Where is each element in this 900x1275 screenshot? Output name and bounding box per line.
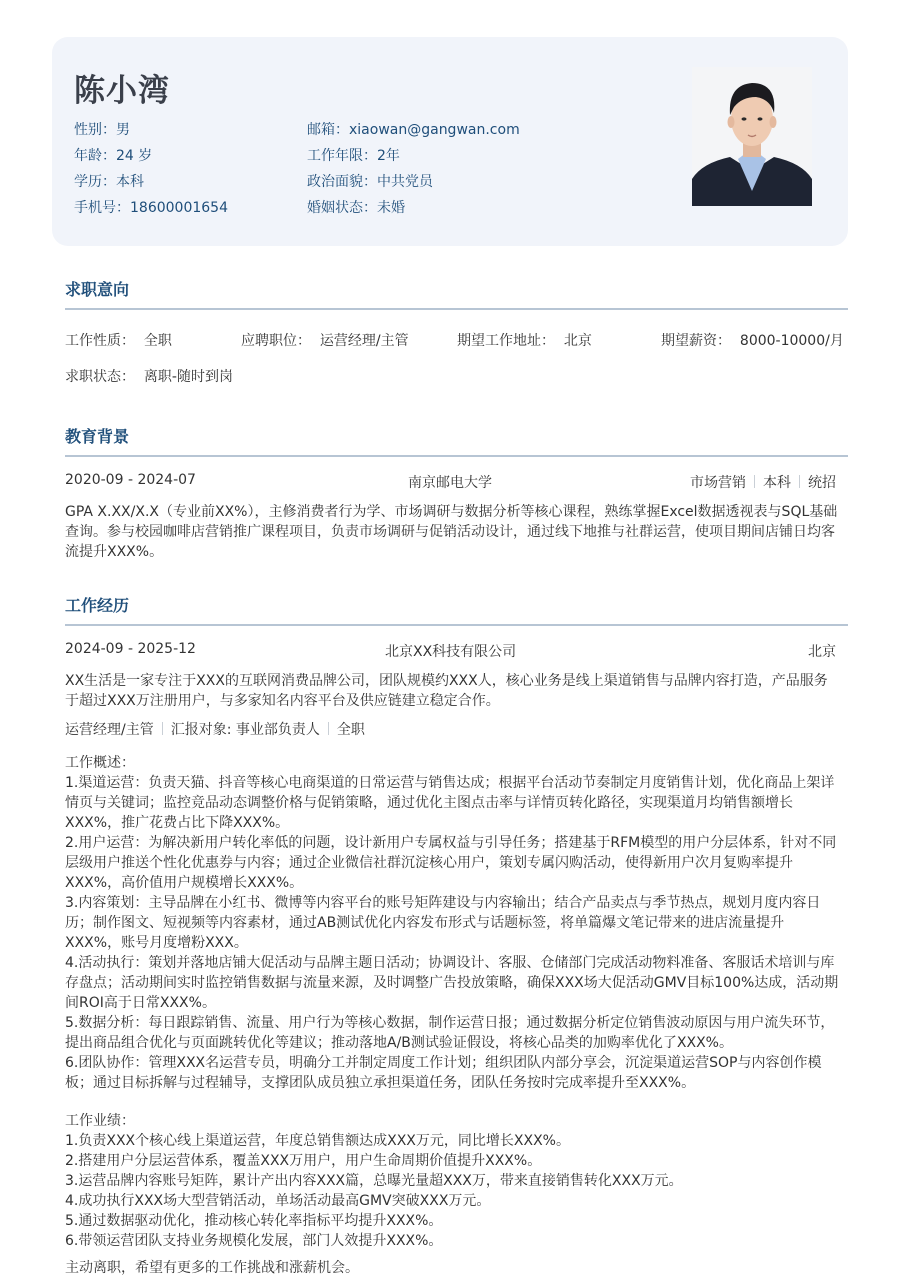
education-enroll-type: 统招 [808, 475, 836, 491]
profile-card [52, 37, 848, 246]
intent-position: 应聘职位： 运营经理/主管 [241, 333, 409, 349]
education-meta [690, 472, 836, 492]
info-political-status: 政治面貌：中共党员 [307, 174, 433, 190]
info-email: 邮箱：xiaowan@gangwan.com [307, 122, 520, 138]
work-report-to: 汇报对象: 事业部负责人 [170, 722, 320, 738]
work-company-intro: XX生活是一家专注于XXX的互联网消费品牌公司，团队规模约XXX人，核心业务是线上渠道销售与品牌内容打造，产品服务 于超过XXX万注册用户，与多家知名内容平台及供应链建立稳定合作。 [65, 673, 828, 709]
divider [754, 475, 755, 488]
intent-status: 求职状态： 离职-随时到岗 [65, 369, 233, 385]
divider [799, 475, 800, 488]
section-divider [65, 624, 848, 626]
work-period: 2024-09 - 2025-12 [65, 641, 196, 657]
section-divider [65, 455, 848, 457]
profile-photo [692, 67, 812, 206]
divider [162, 722, 163, 735]
work-city: 北京 [808, 644, 836, 660]
work-job-type: 全职 [336, 722, 365, 738]
section-title-education: 教育背景 [65, 427, 130, 446]
work-role-meta [65, 719, 365, 739]
candidate-name: 陈小湾 [74, 73, 170, 109]
education-degree: 本科 [763, 475, 791, 491]
education-major: 市场营销 [690, 475, 746, 491]
section-title-intent: 求职意向 [65, 280, 130, 299]
intent-salary: 期望薪资： 8000-10000/月 [661, 333, 844, 349]
divider [328, 722, 329, 735]
profile-info-left [74, 117, 228, 221]
info-experience-years: 工作年限：2年 [307, 148, 400, 164]
education-description: GPA X.XX/X.X（专业前XX%），主修消费者行为学、市场调研与数据分析等核心课程，熟练掌握Excel数据透视表与SQL基础 查询。参与校园咖啡店营销推广课程项目，负责市场调研与促销活动设计，通过线下地推与社群运营，使项目期间店铺日均客 流提升XXX%。 [65, 504, 838, 560]
info-gender: 性别：男 [74, 122, 130, 138]
info-education: 学历：本科 [74, 174, 144, 190]
work-overview: 工作概述： 1.渠道运营：负责天猫、抖音等核心电商渠道的日常运营与销售达成；根据平台活动节奏制定月度销售计划，优化商品上架详 情页与关键词；监控竞品动态调整价格与促销策略，通过优化主图点击率与详情页转化路径，实现渠道月均销售额增长 XXX%，推广花费占比下降XXX%。 2.用户运营：为解决新用户转化率低的问题，设计新用户专属权益与引导任务；搭建基于RFM模型的用户分层体系，针对不同 层级用户推送个性化优惠券与内容；通过企业微信社群沉淀核心用户，策划专属闪购活动，使得新用户次月复购率提升 XXX%，高价值用户规模增长XXX%。 3.内容策划：主导品牌在小红书、微博等内容平台的账号矩阵建设与内容输出；结合产品卖点与季节热点，规划月度内容日 历；制作图文、短视频等内容素材，通过AB测试优化内容发布形式与话题标签，将单篇爆文笔记带来的进店流量提升 XXX%，账号月度增粉XXX。 4.活动执行：策划并落地店铺大促活动与品牌主题日活动；协调设计、客服、仓储部门完成活动物料准备、客服话术培训与库 存盘点；活动期间实时监控销售数据与流量来源，及时调整广告投放策略，确保XXX场大促活动GMV目标100%达成，活动期 间ROI高于日常XXX%。 5.数据分析：每日跟踪销售、流量、用户行为等核心数据，制作运营日报；通过数据分析定位销售波动原因与用户流失环节， 提出商品组合优化与页面跳转优化等建议；推动落地A/B测试验证假设，将核心品类的加购率优化了XXX%。 6.团队协作：管理XXX名运营专员，明确分工并制定周度工作计划；组织团队内部分享会，沉淀渠道运营SOP与内容创作模 板；通过目标拆解与过程辅导，支撑团队成员独立承担渠道任务，团队任务按时完成率提升至XXX%。 [65, 753, 843, 1093]
achievements-title: 工作业绩： [65, 1113, 135, 1129]
section-divider [65, 308, 848, 310]
education-period: 2020-09 - 2024-07 [65, 472, 196, 488]
section-title-work: 工作经历 [65, 596, 130, 615]
work-achievements: 工作业绩： 1.负责XXX个核心线上渠道运营，年度总销售额达成XXX万元，同比增长XXX%。 2.搭建用户分层运营体系，覆盖XXX万用户，用户生命周期价值提升XXX%。 3.运营品牌内容账号矩阵，累计产出内容XXX篇，总曝光量超XXX万，带来直接销售转化XXX万元。 4.成功执行XXX场大型营销活动，单场活动最高GMV突破XXX万元。 5.通过数据驱动优化，推动核心转化率指标平均提升XXX%。 6.带领运营团队支持业务规模化发展，部门人效提升XXX%。 [65, 1111, 843, 1251]
portrait-image [692, 67, 812, 206]
work-company: 北京XX科技有限公司 [385, 644, 517, 660]
info-phone: 手机号：18600001654 [74, 200, 228, 216]
intent-location: 期望工作地址： 北京 [457, 333, 592, 349]
work-role: 运营经理/主管 [65, 722, 154, 738]
work-leave-reason: 主动离职，希望有更多的工作挑战和涨薪机会。 [65, 1260, 359, 1275]
education-school: 南京邮电大学 [408, 475, 492, 491]
overview-title: 工作概述： [65, 755, 135, 771]
info-marital-status: 婚姻状态：未婚 [307, 200, 405, 216]
profile-info-right [307, 117, 520, 221]
info-age: 年龄：24 岁 [74, 148, 153, 164]
intent-job-type: 工作性质： 全职 [65, 333, 172, 349]
